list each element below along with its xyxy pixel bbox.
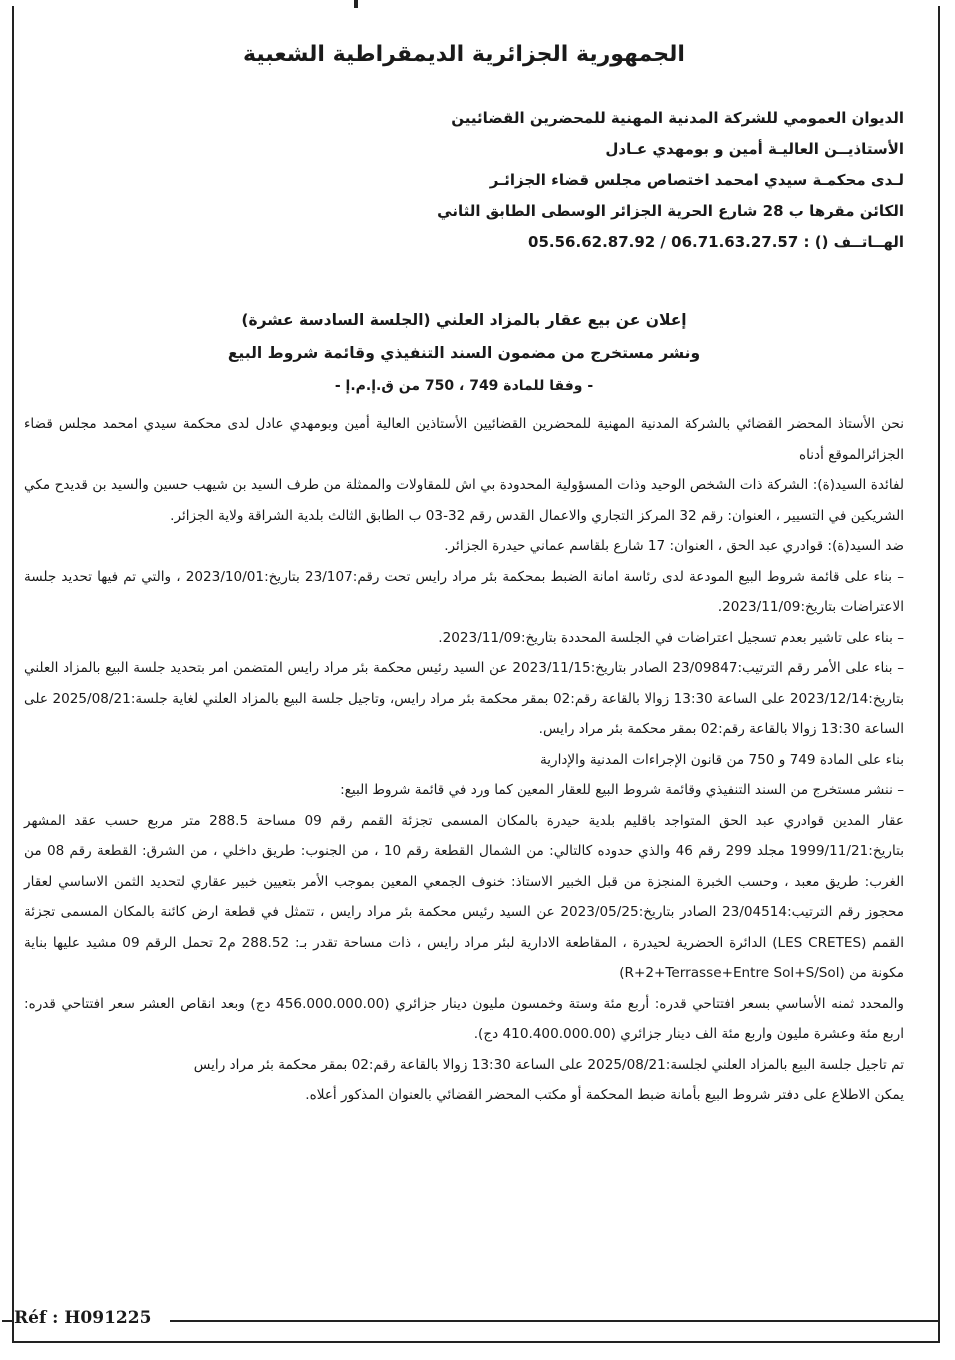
body-paragraph: عقار المدين قوادري عبد الحق المتواجد باقليم بلدية حيدرة بالمكان المسمى تجزئة القمم رقم 09 مساحة 288.5 متر مربع حسب عقد المشهر بتاريخ:1999/11/21 مجلد 299 رقم 46 والذي حدوده كالتالي: من الشمال القطعة رقم 10 ، من الجنوب: طريق داخلي ، من الشرق: القطعة رقم 08 من الغرب: طريق معبد ، وحسب الخبرة المنجزة من قبل الخبير الاستاذ: خنوف الجمعي المعين بموجب الأمر بتعيين خبير عقاري لتحديد الثمن الاساسي لعقار محجوز رقم الترتيب:23/04514 الصادر بتاريخ:2023/05/25 عن السيد رئيس محكمة بئر مراد رايس ، تتمثل في قطعة ارض كائنة بالمكان المسمى تجزئة القمم (LES CRETES) الدائرة الحضرية لحيدرة ، المقاطعة الادارية لبئر مراد رايس ، ذات مساحة تقدر بـ: 288.52 م2 تحمل الرقم 09 مشيد عليها بناية مكونة من (R+2+Terrasse+Entre Sol+S/Sol) [24,812,905,981]
footer-rule-left [2,1320,12,1322]
court-jurisdiction: لـدى محكمـة سيدي امحمد اختصاص مجلس قضاء الجزائـر [489,171,904,189]
office-name: الديوان العمومي للشركة المدنية المهنية للمحضرين القضائيين [451,109,904,127]
footer-rule [170,1320,939,1322]
body-paragraph: ضد السيد(ة): قوادري عبد الحق ، العنوان: 17 شارع بلقاسم عماني حيدرة الجزائر. [444,538,904,554]
reference-footer [0,1308,955,1332]
republic-title: الجمهورية الجزائرية الديمقراطية الشعبية [243,42,685,67]
body-paragraph: بناء على المادة 749 و 750 من قانون الإجراءات المدنية والإدارية [539,751,904,768]
office-header [24,103,904,258]
masters-names: الأستاذيــن العاليـة أمين و بومهدي عـادل [605,140,904,158]
announcement-line-2: ونشر مستخرج من مضمون السند التنفيذي وقائمة شروط البيع [227,344,701,362]
phone-line [24,227,904,258]
body-paragraph: تم تاجيل جلسة البيع بالمزاد العلني لجلسة:2025/08/21 على الساعة 13:30 زوالا بالقاعة رقم:02 بمقر محكمة بئر مراد رايس [193,1056,904,1073]
body-paragraph: لفائدة السيد(ة): الشركة ذات الشخص الوحيد وذات المسؤولية المحدودة بي اش للمقاولات والممثلة من طرف السيد بن شيهب حسين والسيد بن قديدح مكي الشريكين في التسيير ، العنوان: رقم 32 المركز التجاري والاعمال القدس رقم 32-03 ب الطابق الثالث بلدية الشراقة ولاية الجزائر. [24,477,904,524]
reference-label: Réf : H091225 [14,1308,152,1328]
top-mark [354,0,358,8]
announcement-line-3: - وفقا للمادة 749 ، 750 من ق.إ.م.إ - [334,378,594,394]
announcement-title [24,304,904,403]
document-page [24,30,904,1111]
body-paragraph: يمكن الاطلاع على دفتر شروط البيع بأمانة ضبط المحكمة أو مكتب المحضر القضائي بالعنوان المذكور أعلاه. [305,1087,904,1103]
body-paragraph: نحن الأستاذ المحضر القضائي بالشركة المدنية المهنية للمحضرين القضائيين الأستاذين العالية أمين وبومهدي عادل لدى محكمة سيدي امحمد مجلس قضاء الجزائرالموقع أدناه [24,416,904,463]
body-paragraph: – بناء على قائمة شروط البيع المودعة لدى رئاسة امانة الضبط بمحكمة بئر مراد رايس تحت رقم:23/107 بتاريخ:2023/10/01 ، والتي تم فيها تحديد جلسة الاعتراضات بتاريخ:2023/11/09. [24,568,904,615]
phone-numbers: 05.56.62.87.92 / 06.71.63.27.57 [528,233,799,251]
announcement-body [24,409,904,1111]
body-paragraph: – بناء على الأمر رقم الترتيب:23/09847 الصادر بتاريخ:2023/11/15 عن السيد رئيس محكمة بئر مراد رايس المتضمن امر بتحديد جلسة البيع بالمزاد العلني بتاريخ:2023/12/14 على الساعة 13:30 زوالا بالقاعة رقم:02 بمقر محكمة بئر مراد رايس، وتاجيل جلسة البيع بالمزاد العلني لغاية جلسة:2025/08/21 على الساعة 13:30 زوالا بالقاعة رقم:02 بمقر محكمة بئر مراد رايس. [24,660,905,737]
body-paragraph: والمحدد ثمنه الأساسي بسعر افتتاحي قدره: أربع مئة وستة وخمسون مليون دينار جزائري (456.000.000.00 دج) وبعد انقاص العشر سعر افتتاحي قدره: اربع مئة وعشرة مليون واربع مئة الف دينار جزائري (410.400.000.00 دج). [24,995,905,1042]
body-paragraph: – ننشر مستخرج من السند التنفيذي وقائمة شروط البيع للعقار المعين كما ورد في قائمة شروط البيع: [340,782,904,798]
body-paragraph: – بناء على تاشير بعدم تسجيل اعتراضات في الجلسة المحددة بتاريخ:2023/11/09. [438,629,904,646]
announcement-line-1: إعلان عن بيع عقار بالمزاد العلني (الجلسة السادسة عشرة) [241,311,687,329]
phone-label: الهــاتــف () : [803,233,904,251]
office-address: الكائن مقرها ب 28 شارع الحرية الجزائر الوسطى الطابق الثاني [437,202,904,220]
